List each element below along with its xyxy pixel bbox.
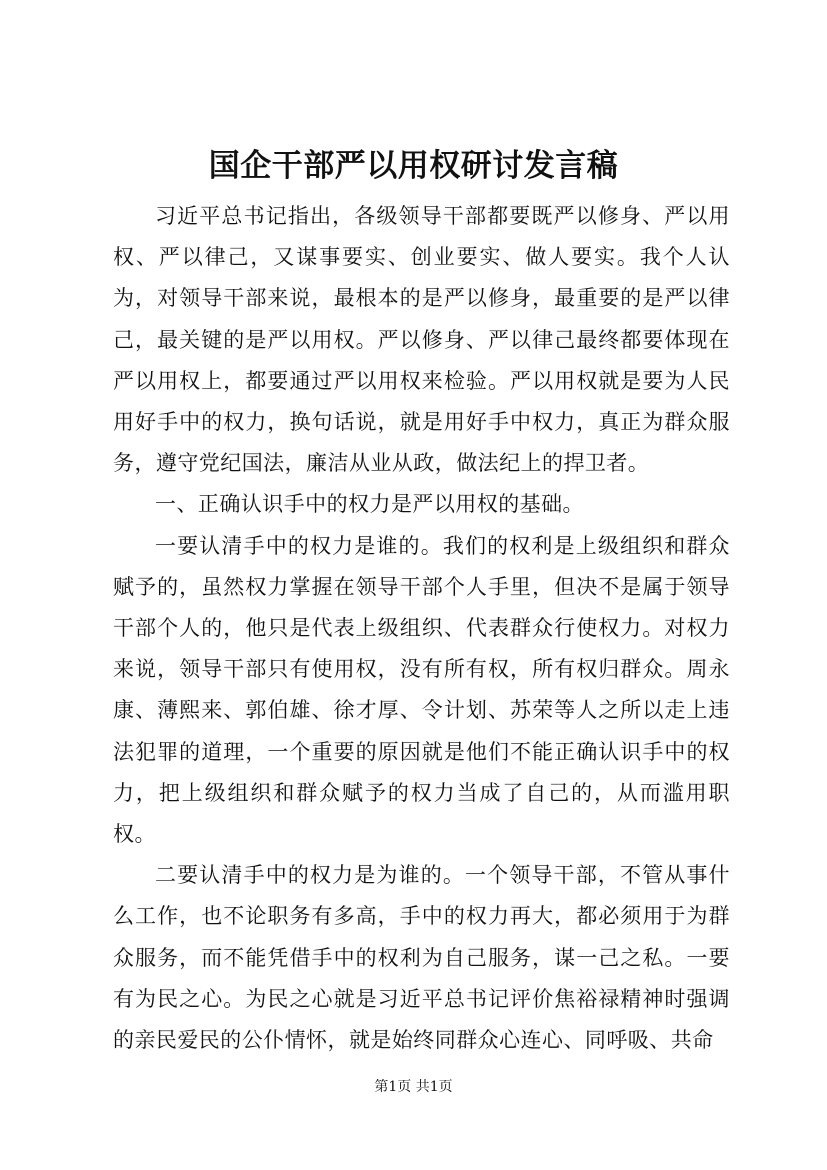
document-body	[113, 196, 730, 1061]
document-title: 国企干部严以用权研讨发言稿	[208, 148, 619, 184]
paragraph-point-two: 二要认清手中的权力是为谁的。一个领导干部，不管从事什么工作，也不论职务有多高，手中的权力再大，都必须用于为群众服务，而不能凭借手中的权利为自己服务，谋一己之私。一要有为民之心。为民之心就是习近平总书记评价焦裕禄精神时强调的亲民爱民的公仆情怀，就是始终同群众心连心、同呼吸、共命	[113, 863, 730, 1053]
paragraph-section-heading: 一、正确认识手中的权力是严以用权的基础。	[155, 492, 584, 517]
page-number-footer: 第1页 共1页	[374, 1079, 453, 1095]
paragraph-point-one: 一要认清手中的权力是谁的。我们的权利是上级组织和群众赋予的，虽然权力掌握在领导干部个人手里，但决不是属于领导干部个人的，他只是代表上级组织、代表群众行使权力。对权力来说，领导干部只有使用权，没有所有权，所有权归群众。周永康、薄熙来、郭伯雄、徐才厚、令计划、苏荣等人之所以走上违法犯罪的道理，一个重要的原因就是他们不能正确认识手中的权力，把上级组织和群众赋予的权力当成了自己的，从而滥用职权。	[113, 533, 730, 847]
paragraph-intro: 习近平总书记指出，各级领导干部都要既严以修身、严以用权、严以律己，又谋事要实、创业要实、做人要实。我个人认为，对领导干部来说，最根本的是严以修身，最重要的是严以律己，最关键的是严以用权。严以修身、严以律己最终都要体现在严以用权上，都要通过严以用权来检验。严以用权就是要为人民用好手中的权力，换句话说，就是用好手中权力，真正为群众服务，遵守党纪国法，廉洁从业从政，做法纪上的捍卫者。	[113, 204, 730, 476]
